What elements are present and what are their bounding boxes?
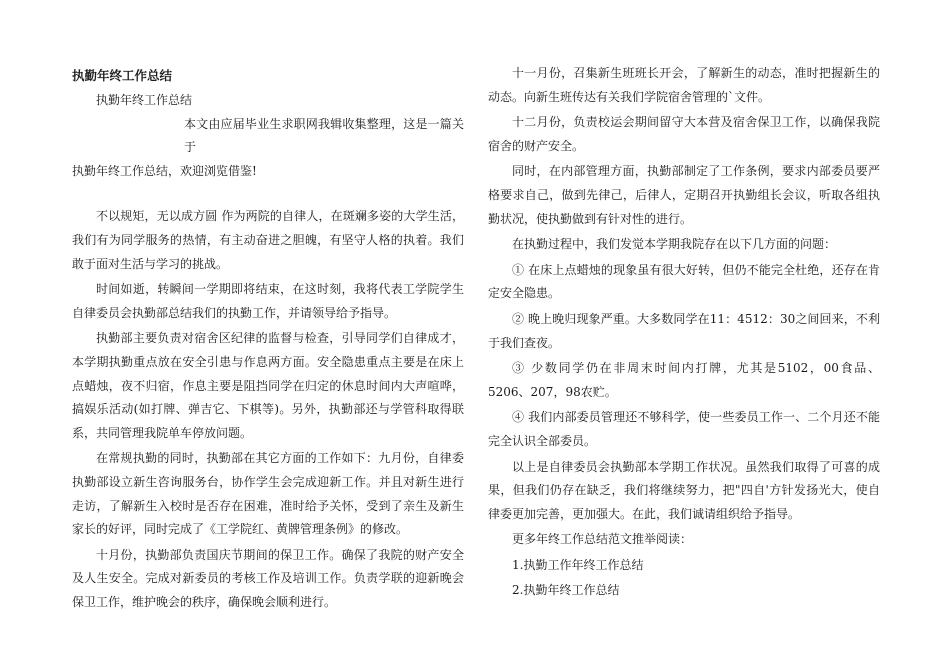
issue-item: ④ 我们内部委员管理还不够科学，使一些委员工作一、二个月还不能完全认识全部委员。 [488,410,880,448]
intro-line-2: 执勤年终工作总结，欢迎浏览借鉴! [72,163,257,178]
paragraph: 同时，在内部管理方面，执勤部制定了工作条例，要求内部委员要严格要求自己，做到先律己，后律人，定期召开执勤组长会议，听取各组执勤状况，使执勤做到有针对性的进行。 [488,164,880,226]
right-column [488,62,880,603]
recommend-link[interactable]: 2.执勤年终工作总结 [512,583,620,598]
paragraph: 十一月份，召集新生班班长开会，了解新生的动态，准时把握新生的动态。向新生班传达有关我们学院宿舍管理的`文件。 [488,66,880,104]
paragraph: 十二月份，负责校运会期间留守大本营及宿舍保卫工作，以确保我院宿舍的财产安全。 [488,115,880,153]
paragraph: 在执勤过程中，我们发觉本学期我院存在以下几方面的问题： [512,237,837,252]
paragraph: 在常规执勤的同时，执勤部在其它方面的工作如下：九月份，自律委执勤部设立新生咨询服务台，协作学生会完成迎新工作。并且对新生进行走访，了解新生入校时是否存在困难，准时给予关怀，受到了亲生及新生家长的好评，同时完成了《工学院红、黄牌管理条例》的修改。 [72,451,464,537]
paragraph: 执勤部主要负责对宿舍区纪律的监督与检查，引导同学们自律成才，本学期执勤重点放在安全引患与作息两方面。安全隐患重点主要是在床上点蜡烛，夜不归宿，作息主要是阻挡同学在归定的休息时间内大声喧哗，搞娱乐活动(如打牌、弹吉它、下棋等)。另外，执勤部还与学管科取得联系，共同管理我院单车停放问题。 [72,331,464,440]
paragraph: 时间如逝，转瞬间一学期即将结束，在这时刻，我将代表工学院学生自律委员会执勤部总结我们的执勤工作，并请领导给予指导。 [72,282,464,320]
issue-item: ③ 少数同学仍在非周末时间内打牌，尤其是5102，00食品、5206、207，98农贮。 [488,361,880,399]
issue-item: ② 晚上晚归现象严重。大多数同学在11：4512：30之间回来，不利于我们查夜。 [488,311,880,350]
document-subtitle: 执勤年终工作总结 [96,93,193,107]
paragraph: 以上是自律委员会执勤部本学期工作状况。虽然我们取得了可喜的成果，但我们仍存在缺乏，我们将继续努力，把"四自'方针发扬光大，使自律委更加完善，更加强大。在此，我们诚请组织给予指导。 [488,459,880,521]
recommend-heading: 更多年终工作总结范文推举阅读： [512,532,693,547]
intro-line-1: 本文由应届毕业生求职网我辑收集整理，这是一篇关于 [184,116,464,155]
issue-item: ① 在床上点蜡烛的现象虽有很大好转，但仍不能完全杜绝，还存在肯定安全隐患。 [488,262,880,301]
left-column [72,62,464,614]
paragraph: 十月份，执勤部负责国庆节期间的保卫工作。确保了我院的财产安全及人生安全。完成对新委员的考核工作及培训工作。负责学联的迎新晚会保卫工作，维护晚会的秩序，确保晚会顺利进行。 [72,547,464,609]
paragraph: 不以规矩，无以成方圆 作为两院的自律人，在斑斓多姿的大学生活，我们有为同学服务的热情，有主动奋进之胆魄，有坚守人格的执着。我们敢于面对生活与学习的挑战。 [72,209,464,271]
document-title: 执勤年终工作总结 [72,68,173,83]
recommend-link[interactable]: 1.执勤工作年终工作总结 [512,557,644,572]
